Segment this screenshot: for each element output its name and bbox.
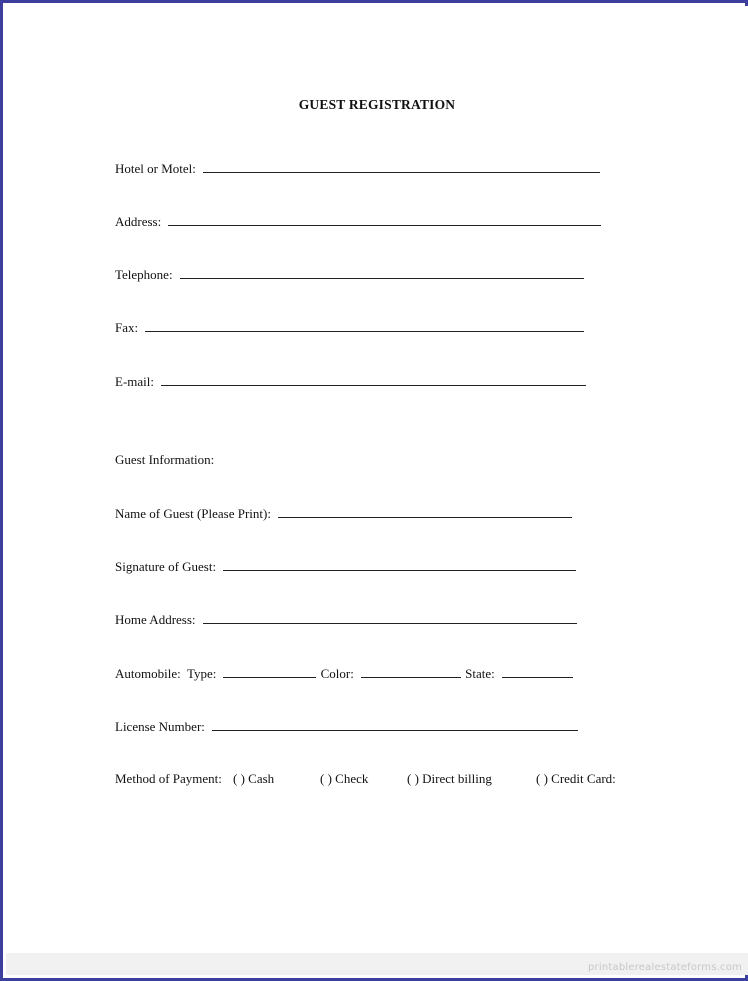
guest-name-label: Name of Guest (Please Print): [115, 506, 271, 521]
guest-info-heading [115, 452, 214, 468]
auto-type-label: Type: [186, 666, 217, 681]
guest-info-label: Guest Information: [115, 452, 215, 467]
license-label: License Number: [115, 719, 205, 734]
hotel-field-line[interactable] [203, 160, 600, 173]
payment-option-direct-billing[interactable]: ( ) Direct billing [407, 771, 492, 786]
auto-state-label: State: [465, 666, 495, 681]
signature-field-line[interactable] [223, 558, 576, 571]
address-label: Address: [115, 214, 162, 229]
home-address-row [115, 611, 577, 627]
automobile-row [115, 665, 573, 681]
payment-option-cash[interactable]: ( ) Cash [233, 771, 275, 786]
email-field-line[interactable] [161, 373, 586, 386]
telephone-row [115, 266, 584, 282]
fax-field-line[interactable] [145, 319, 584, 332]
telephone-label: Telephone: [115, 267, 173, 282]
payment-label: Method of Payment: [115, 771, 222, 786]
home-address-label: Home Address: [115, 612, 196, 627]
guest-name-field-line[interactable] [278, 505, 572, 518]
guest-name-row [115, 505, 572, 521]
payment-option-check[interactable]: ( ) Check [320, 771, 369, 786]
form-title: GUEST REGISTRATION [298, 97, 456, 112]
address-field-line[interactable] [168, 213, 601, 226]
email-row [115, 373, 586, 389]
fax-label: Fax: [115, 320, 139, 335]
auto-color-label: Color: [320, 666, 354, 681]
signature-row [115, 558, 576, 574]
payment-row [115, 771, 616, 787]
hotel-label: Hotel or Motel: [115, 161, 196, 176]
home-address-field-line[interactable] [203, 611, 577, 624]
automobile-label: Automobile: [115, 666, 181, 681]
footer-band [6, 953, 748, 975]
fax-row [115, 319, 584, 335]
signature-label: Signature of Guest: [115, 559, 217, 574]
address-row [115, 213, 601, 229]
email-label: E-mail: [115, 374, 154, 389]
license-row [115, 718, 578, 734]
hotel-row [115, 160, 600, 176]
payment-option-credit-card[interactable]: ( ) Credit Card: [536, 771, 616, 786]
auto-color-field-line[interactable] [361, 665, 461, 678]
source-watermark: printablerealestateforms.com [588, 962, 742, 973]
license-field-line[interactable] [212, 718, 578, 731]
telephone-field-line[interactable] [180, 266, 584, 279]
form-page [6, 6, 748, 958]
auto-state-field-line[interactable] [502, 665, 573, 678]
auto-type-field-line[interactable] [223, 665, 316, 678]
